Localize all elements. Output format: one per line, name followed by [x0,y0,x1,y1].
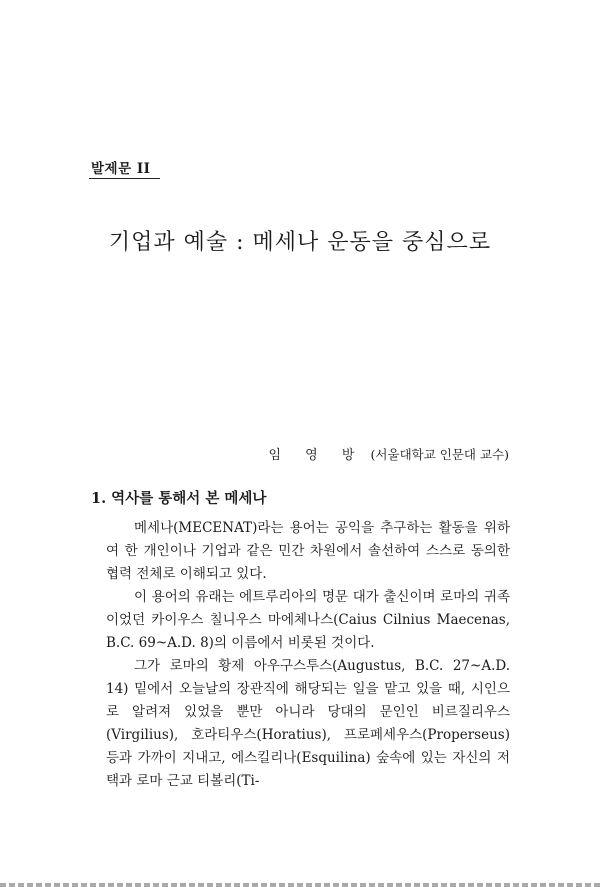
label-underline [89,178,160,179]
paper-title: 기업과 예술 : 메세나 운동을 중심으로 [108,230,492,255]
section-heading: 1. 역사를 통해서 본 메세나 [91,490,267,507]
author-affiliation: (서울대학교 인문대 교수) [370,447,509,462]
paragraph: 메세나(MECENAT)라는 용어는 공익을 추구하는 활동을 위하여 한 개인이나 기업과 같은 민간 차원에서 솔선하여 스스로 동의한 협력 전체로 이해되고 있다. [106,520,510,582]
author-line [268,444,509,463]
scan-edge [0,883,600,887]
presentation-label: 발제문 II [91,161,151,177]
paragraph: 이 용어의 유래는 에트루리아의 명문 대가 출신이며 로마의 귀족이었던 카이우스 칠니우스 마에체나스(Caius Cilnius Maecenas, B.C. 69~A.D. 8)의 이름에서 비롯된 것이다. [106,589,510,651]
body-text [106,517,510,793]
author-name: 임 영 방 [268,448,365,463]
paragraph: 그가 로마의 황제 아우구스투스(Augustus, B.C. 27~A.D. 14) 밑에서 오늘날의 장관직에 해당되는 일을 맡고 있을 때, 시인으로 알려져 있었을 뿐만 아니라 당대의 문인인 비르질리우스(Virgilius), 호라티우스(Horatius), 프로페세우스(Properseus) 등과 가까이 지내고, 에스킬리나(Esquilina) 숲속에 있는 자신의 저택과 로마 근교 티볼리(Ti- [106,658,510,789]
